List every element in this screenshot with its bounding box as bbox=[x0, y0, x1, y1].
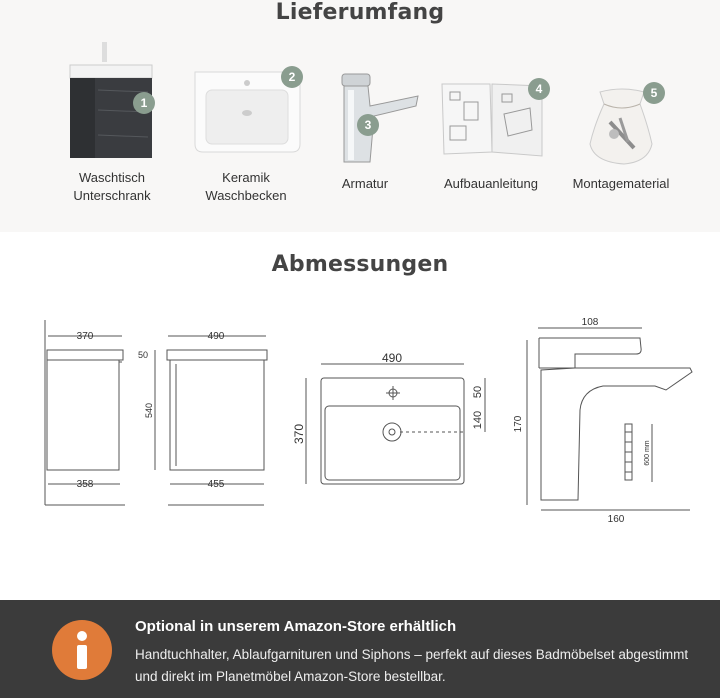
item-label-basin: Keramik Waschbecken bbox=[205, 170, 287, 203]
badge-3: 3 bbox=[357, 114, 379, 136]
dim-front-bottom-width: 455 bbox=[207, 479, 225, 490]
badge-5: 5 bbox=[643, 82, 665, 104]
dimension-drawings bbox=[0, 300, 720, 530]
dimensions-title: Abmessungen bbox=[271, 252, 449, 277]
dim-cabinet-side-width: 370 bbox=[76, 331, 94, 342]
dim-faucet-base: 160 bbox=[607, 514, 625, 525]
footer-heading: Optional in unserem Amazon-Store erhältlich bbox=[135, 618, 457, 635]
optional-accessories-footer bbox=[0, 600, 720, 698]
faucet-icon bbox=[330, 66, 425, 166]
item-label-hardware: Montagematerial bbox=[572, 176, 670, 191]
item-label-manual: Aufbauanleitung bbox=[444, 176, 538, 191]
info-icon bbox=[52, 620, 112, 680]
dim-faucet-spout: 108 bbox=[581, 317, 599, 328]
item-label-faucet: Armatur bbox=[341, 176, 389, 191]
badge-4: 4 bbox=[528, 78, 550, 100]
scope-title: Lieferumfang bbox=[275, 0, 445, 25]
dim-hose-length: 600 mm bbox=[644, 440, 651, 466]
badge-2: 2 bbox=[281, 66, 303, 88]
item-label-cabinet: Waschtisch Unterschrank bbox=[73, 170, 151, 203]
dim-basin-drain: 140 bbox=[472, 410, 484, 430]
dim-basin-depth: 370 bbox=[292, 423, 306, 445]
dim-cabinet-bottom-width: 358 bbox=[76, 479, 94, 490]
footer-text: Handtuchhalter, Ablaufgarnituren und Siphons – perfekt auf dieses Badmöbelset abgestimmt und direkt im Planetmöbel Amazon-Store bestellbar. bbox=[135, 647, 689, 684]
badge-1: 1 bbox=[133, 92, 155, 114]
dim-faucet-height: 170 bbox=[513, 415, 524, 433]
dim-cabinet-top-height: 50 bbox=[138, 350, 149, 360]
dim-cabinet-body-height: 540 bbox=[144, 402, 154, 418]
dim-front-top-width: 490 bbox=[207, 331, 225, 342]
dim-basin-rim: 50 bbox=[472, 385, 484, 399]
dim-basin-width: 490 bbox=[381, 351, 403, 365]
